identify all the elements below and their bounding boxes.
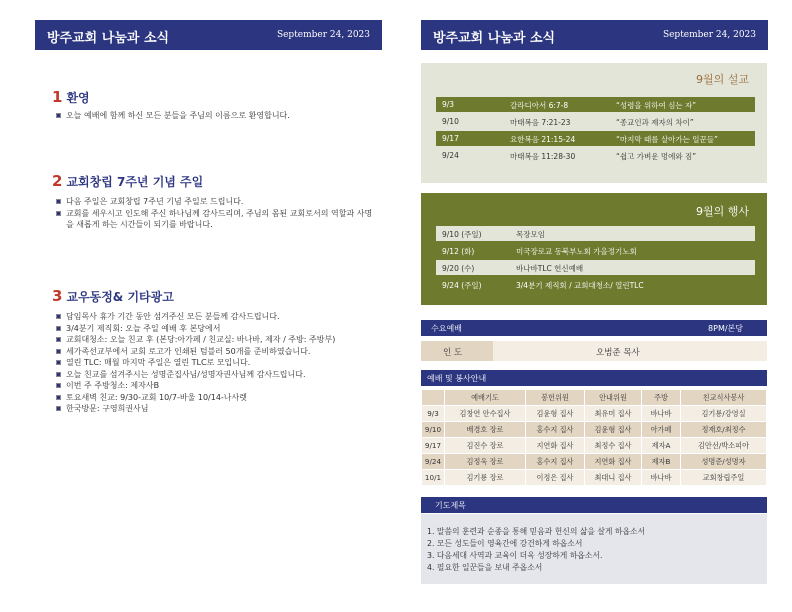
leader-role: 인 도	[443, 348, 463, 358]
prayer-bar	[421, 497, 767, 513]
table-cell: 최정수 집사	[585, 438, 642, 454]
section-number: 1	[52, 88, 63, 106]
table-cell: 성명준/성명자	[681, 454, 767, 470]
sermon-box-title: 9월의 설교	[696, 73, 749, 86]
event-name: 바나바TLC 헌신예배	[516, 264, 584, 273]
prayer-item: 1. 말씀의 훈련과 순종을 통해 믿음과 헌신의 삶을 살게 하옵소서	[427, 527, 646, 536]
event-date: 9/12 (화)	[442, 247, 475, 256]
table-cell: 바나바	[642, 470, 681, 486]
table-cell: 최유미 집사	[585, 406, 642, 422]
event-row	[436, 226, 755, 241]
sermon-box	[421, 63, 767, 183]
section-number: 3	[52, 287, 63, 305]
event-row	[436, 243, 755, 258]
prayer-item: 4. 필요한 일꾼들을 보내 주옵소서	[427, 563, 543, 572]
column-header	[422, 390, 445, 406]
sermon-date: 9/24	[442, 151, 459, 160]
event-name: 미국장로교 동북부노회 가을정기노회	[516, 247, 637, 256]
list-item: 교회를 세우시고 인도해 주신 하나님께 감사드리며, 주님의 몸된 교회로서의 역할과 사명을 새롭게 하는 시간들이 되기를 바랍니다.	[56, 208, 376, 231]
left-header-title: 방주교회 나눔과 소식	[47, 31, 170, 46]
right-header	[421, 20, 768, 50]
table-row	[422, 438, 767, 454]
left-header-date: September 24, 2023	[276, 30, 370, 40]
sermon-date: 9/3	[442, 100, 455, 109]
table-row	[422, 470, 767, 486]
column-header: 친교식사봉사	[681, 390, 767, 406]
table-cell: 지연화 집사	[526, 438, 585, 454]
table-cell: 정재호/최정수	[681, 422, 767, 438]
table-cell: 제자A	[642, 438, 681, 454]
event-name: 목장모임	[516, 230, 545, 239]
event-row	[436, 260, 755, 275]
prayer-title: 기도제목	[435, 501, 466, 510]
list-item: 세가족선교부에서 교회 로고가 인쇄된 텀블러 50개를 준비하였습니다.	[56, 346, 376, 358]
table-cell: 배경호 장로	[445, 422, 526, 438]
wednesday-label: 수요예배	[431, 324, 462, 333]
sermon-row	[436, 131, 755, 146]
sermon-ref: 갈라디아서 6:7-8	[510, 101, 569, 110]
list-item: 토요새벽 친교: 9/30-교회 10/7-바울 10/14-나사렛	[56, 392, 376, 404]
event-date: 9/24 (주일)	[442, 281, 482, 290]
table-cell: 교회창립주일	[681, 470, 767, 486]
left-header	[35, 20, 382, 50]
sermon-ref: 마태복음 7:21-23	[510, 118, 571, 127]
duty-table	[421, 389, 767, 486]
table-cell: 김기룡 장로	[445, 470, 526, 486]
leader-name: 오범준 목사	[596, 348, 640, 358]
list-item: 다음 주일은 교회창립 7주년 기념 주일로 드립니다.	[56, 196, 376, 208]
section-2-heading	[52, 172, 203, 190]
prayer-box	[421, 514, 767, 584]
wednesday-service-bar	[421, 320, 767, 336]
section-title: 교회창립 7주년 기념 주일	[66, 175, 204, 189]
section-1-list	[56, 110, 376, 122]
table-cell: 9/24	[422, 454, 445, 470]
table-cell: 김정욱 장로	[445, 454, 526, 470]
prayer-list	[427, 526, 645, 574]
table-cell: 제자B	[642, 454, 681, 470]
table-row	[422, 422, 767, 438]
duty-bar	[421, 370, 767, 386]
list-item: 한국방문: 구영희권사님	[56, 403, 376, 415]
sermon-title: “쉽고 가벼운 멍에와 짐”	[616, 152, 697, 161]
table-cell: 바나바	[642, 406, 681, 422]
event-date: 9/20 (수)	[442, 264, 475, 273]
sermon-title: “마지막 때를 살아가는 일꾼들”	[616, 135, 718, 144]
sermon-ref: 마태복음 11:28-30	[510, 152, 576, 161]
sermon-row	[436, 114, 755, 129]
table-cell: 9/17	[422, 438, 445, 454]
column-header: 안내위원	[585, 390, 642, 406]
table-cell: 아가페	[642, 422, 681, 438]
events-box	[421, 193, 767, 305]
sermon-ref: 요한복음 21:15-24	[510, 135, 576, 144]
table-cell: 지연화 집사	[585, 454, 642, 470]
table-cell: 김윤형 집사	[585, 422, 642, 438]
section-2-list	[56, 196, 376, 231]
event-name: 3/4분기 제직회 / 교회대청소/ 열린TLC	[516, 281, 644, 290]
list-item: 오늘 예배에 함께 하신 모든 분들을 주님의 이름으로 환영합니다.	[56, 110, 376, 122]
sermon-row	[436, 148, 755, 163]
table-cell: 9/3	[422, 406, 445, 422]
column-header: 주방	[642, 390, 681, 406]
event-date: 9/10 (주일)	[442, 230, 482, 239]
table-cell: 김안선/박소피아	[681, 438, 767, 454]
duty-title: 예배 및 봉사안내	[427, 374, 487, 383]
table-cell: 김진수 장로	[445, 438, 526, 454]
list-item: 오늘 친교를 섬겨주시는 성명준집사님/성명자권사님께 감사드립니다.	[56, 369, 376, 381]
list-item: 3/4분기 제직회: 오늘 주일 예배 후 본당에서	[56, 323, 376, 335]
event-row	[436, 277, 755, 292]
list-item: 열린 TLC: 매월 마지막 주일은 열린 TLC로 모입니다.	[56, 357, 376, 369]
column-header: 예배기도	[445, 390, 526, 406]
table-cell: 김윤형 집사	[526, 406, 585, 422]
table-cell: 9/10	[422, 422, 445, 438]
table-cell: 김기룡/강영실	[681, 406, 767, 422]
section-number: 2	[52, 172, 63, 190]
table-cell: 홍수지 집사	[526, 422, 585, 438]
prayer-item: 2. 모든 성도들이 영육간에 강건하게 하옵소서	[427, 539, 583, 548]
table-header-row	[422, 390, 767, 406]
list-item: 교회대청소: 오늘 친교 후 (본당:아가페 / 친교실: 바나바, 제자 / 주방: 주방부)	[56, 334, 376, 346]
table-cell: 김창연 안수집사	[445, 406, 526, 422]
section-3-list	[56, 311, 376, 415]
events-box-title: 9월의 행사	[696, 205, 749, 218]
section-1-heading	[52, 88, 90, 106]
wednesday-time: 8PM/본당	[708, 324, 743, 333]
section-title: 교우동정& 기타광고	[66, 290, 174, 304]
section-3-heading	[52, 287, 174, 305]
table-cell: 10/1	[422, 470, 445, 486]
table-row	[422, 454, 767, 470]
wednesday-leader-row	[421, 341, 767, 361]
sermon-title: “종교인과 제자의 차이”	[616, 118, 694, 127]
table-row	[422, 406, 767, 422]
table-cell: 최대니 집사	[585, 470, 642, 486]
section-title: 환영	[66, 91, 90, 105]
sermon-date: 9/10	[442, 117, 459, 126]
table-cell: 이정은 집사	[526, 470, 585, 486]
right-header-title: 방주교회 나눔과 소식	[433, 31, 556, 46]
list-item: 이번 주 주방청소: 제자사B	[56, 380, 376, 392]
table-cell: 홍수지 집사	[526, 454, 585, 470]
sermon-row	[436, 97, 755, 112]
sermon-date: 9/17	[442, 134, 459, 143]
prayer-item: 3. 다음세대 사역과 교육이 더욱 성장하게 하옵소서.	[427, 551, 603, 560]
right-header-date: September 24, 2023	[662, 30, 756, 40]
column-header: 봉헌위원	[526, 390, 585, 406]
sermon-title: “성령을 위하여 심는 자”	[616, 101, 697, 110]
list-item: 담임목사 휴가 기간 동안 섬겨주신 모든 분들께 감사드립니다.	[56, 311, 376, 323]
